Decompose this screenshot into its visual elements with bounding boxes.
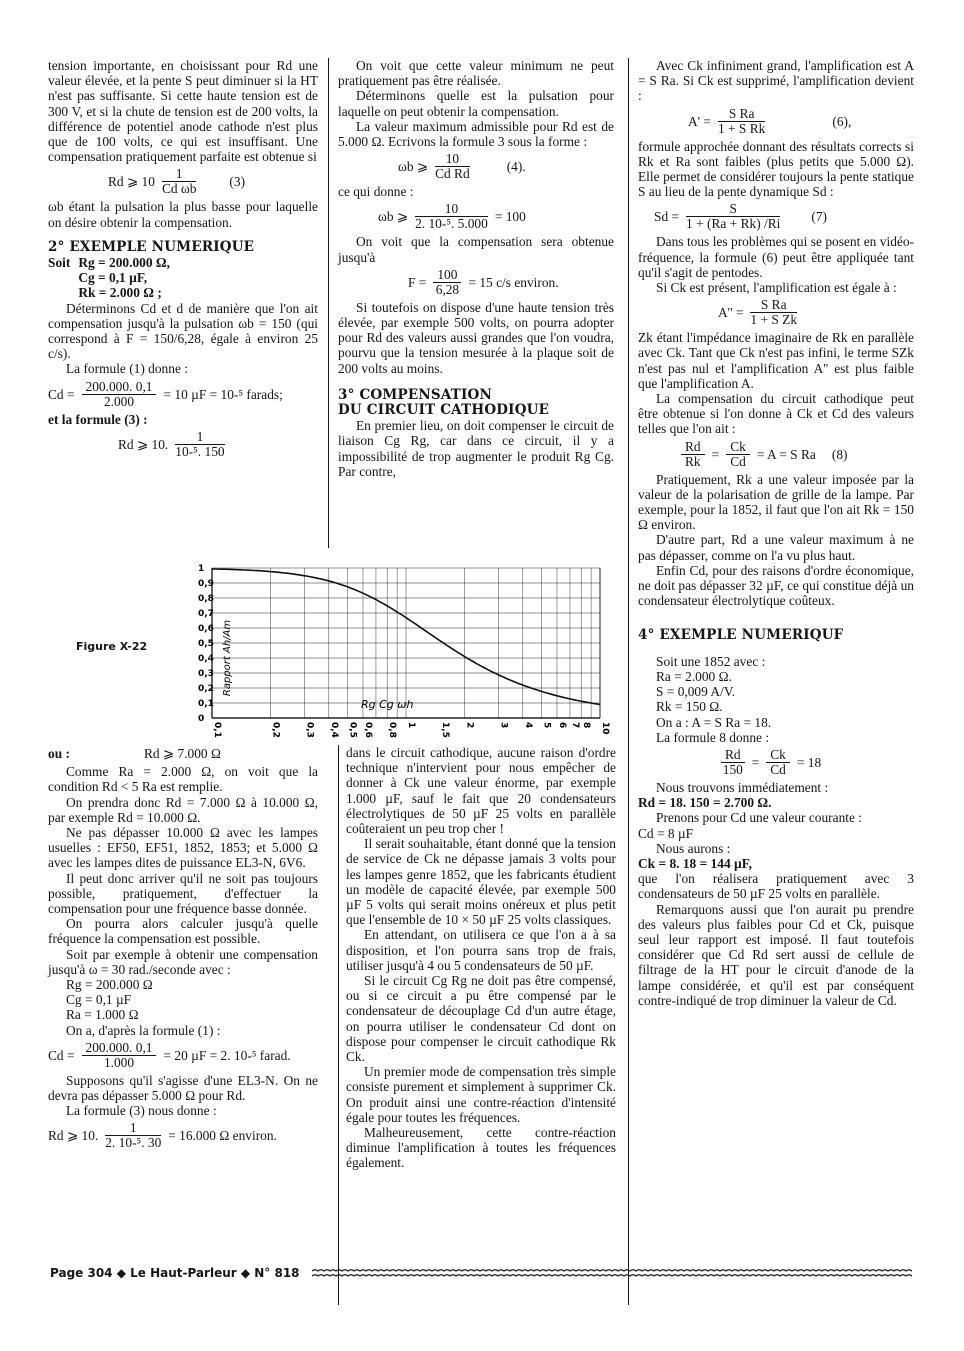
y-tick-label: 0,5 — [198, 639, 214, 649]
numerator: 200.000. 0,1 — [82, 1041, 157, 1056]
paragraph: Un premier mode de compensation très simple consiste purement et simplement à supprimer Ck. On produit ainsi une contre-réaction d'intensité égale pour toutes les fréquences. — [346, 1064, 616, 1125]
value-cg: Cg = 0,1 µF, — [78, 270, 148, 286]
formula-rhs: = A = S Ra — [756, 446, 816, 462]
paragraph: Remarquons aussi que l'on aurait pu prendre des valeurs plus faibles pour Cd et Ck, puisque seul leur rapport est imposé. Il faut toutefois considérer que Cd Rd sert aussi de cellule de filtrage de la HT pour le circuit d'anode de la lampe considérée, et qu'il est par conséquent contre-indiqué de trop diminuer la valeur de Cd. — [638, 901, 914, 1008]
paragraph: Enfin Cd, pour des raisons d'ordre économique, ne doit pas dépasser 32 µF, ce qui constitue déjà un condensateur électrolytique coûteux. — [638, 562, 914, 609]
formula-lhs: A'' = — [718, 305, 744, 321]
denominator: Cd Rd — [435, 166, 470, 182]
denominator: 1.000 — [103, 1054, 135, 1070]
column-divider — [328, 58, 329, 548]
fraction — [721, 748, 745, 777]
value-ra: Ra = 2.000 Ω. — [656, 668, 732, 684]
formula-tag: (6), — [832, 113, 852, 129]
formula-cd — [48, 1041, 318, 1070]
paragraph: Soit par exemple à obtenir une compensation jusqu'à ω = 30 rad./seconde avec : — [48, 946, 318, 977]
value-ra: Ra = 1.000 Ω — [66, 1007, 139, 1023]
denominator: 6,28 — [435, 281, 460, 297]
paragraph: Prenons pour Cd une valeur courante : — [656, 810, 863, 826]
fraction — [415, 202, 488, 231]
formula-tag: (4). — [506, 159, 526, 175]
fraction — [82, 380, 157, 409]
denominator: 2. 10-⁵. 5.000 — [415, 216, 488, 232]
formula-tag: (8) — [831, 446, 848, 462]
figure-graph — [196, 560, 616, 745]
denominator: 1 + S Rk — [717, 120, 766, 136]
paragraph: Si toutefois on dispose d'une haute tension très élevée, par exemple 500 volts, on pourra adopter pour Rd des valeurs aussi grandes que l'on voudra, pourvu que la tension mesurée à la plaque soit de 200 volts au moins. — [338, 299, 614, 376]
numerator: Ck — [726, 440, 750, 455]
formula-rhs: = 100 — [494, 209, 526, 225]
denominator: 2. 10-⁵. 30 — [105, 1135, 162, 1151]
formula-2 — [118, 430, 318, 459]
fraction — [718, 107, 765, 136]
paragraph: Il peut donc arriver qu'il ne soit pas toujours possible, pratiquement, d'effectuer la compensation pour une fréquence basse donnée. — [48, 870, 318, 917]
column-divider — [338, 745, 339, 1305]
formula-lhs: ωb ⩾ — [398, 159, 429, 175]
paragraph: Déterminons quelle est la pulsation pour laquelle on peut obtenir la compensation. — [338, 88, 614, 119]
result-ck: Ck = 8. 18 = 144 µF, — [638, 855, 752, 871]
paragraph: En premier lieu, on doit compenser le circuit de liaison Cg Rg, car dans ce circuit, il y a impossibilité de trop augmenter le produit Rg Cg. Par contre, — [338, 418, 614, 479]
y-tick-label: 0 — [198, 714, 205, 724]
y-axis-label: Rapport Ah/Am — [222, 619, 233, 697]
paragraph: tension importante, en choisissant pour Rd une valeur élevée, et la pente S peut diminuer si la HT n'est pas suffisante. Si cette haute tension est de 300 V, et si la chute de tension est de 200 volts, la différence de potentiel anode cathode n'est plus que de 100 volts, ce qui est insuffisant. Une compensation pratiquement parfaite est obtenue si — [48, 58, 318, 165]
section-heading: DU CIRCUIT CATHODIQUE — [338, 402, 550, 419]
numerator: S Ra — [750, 298, 797, 313]
paragraph: On a, d'après la formule (1) : — [66, 1022, 221, 1038]
fraction — [105, 1121, 161, 1150]
formula-8-applied — [718, 748, 914, 777]
formula-lhs: Rd ⩾ 10 — [108, 174, 155, 190]
paragraph: Malheureusement, cette contre-réaction diminue l'amplification à toutes les fréquences également. — [346, 1125, 616, 1171]
formula-6 — [688, 107, 914, 136]
paragraph: D'autre part, Rd a une valeur maximum à ne pas dépasser, comme on l'a vu plus haut. — [638, 532, 914, 563]
x-tick-label: 3 — [498, 722, 509, 729]
paragraph: Ne pas dépasser 10.000 Ω avec les lampes usuelles : EF50, EF51, 1852, 1853; et 5.000 Ω avec les lampes dites de puissance EL3-N, 6V6. — [48, 825, 318, 871]
y-tick-label: 0,9 — [198, 579, 214, 589]
section-heading: 3° COMPENSATION — [338, 386, 493, 403]
formula-lhs: Cd = — [48, 386, 75, 402]
formula-1 — [48, 380, 318, 409]
y-tick-label: 0,1 — [198, 699, 214, 709]
paragraph: On voit que la compensation sera obtenue jusqu'à — [338, 234, 614, 265]
formula-8 — [678, 440, 914, 469]
numerator: 10 — [415, 202, 488, 217]
value-rg: Rg = 200.000 Ω, — [78, 255, 170, 271]
result-rd: Rd = 18. 150 = 2.700 Ω. — [638, 795, 772, 811]
formula-lhs: F = — [408, 274, 427, 290]
column-1-top — [48, 58, 318, 462]
paragraph: dans le circuit cathodique, aucune raison d'ordre technique n'intervient pour nous empêcher de donner à Ck une valeur énorme, par exemple 1.000 µF, sauf le fait que 20 condensateurs électrolytiques de 50 µF 25 volts en parallèle coûteraient un peu trop cher ! — [346, 745, 616, 837]
formula-rhs: = 16.000 Ω environ. — [168, 1128, 277, 1144]
formula-7 — [654, 202, 914, 231]
y-tick-label: 0,3 — [198, 669, 214, 679]
given-values — [656, 669, 914, 745]
numerator: 100 — [433, 268, 461, 283]
formula-a2 — [718, 298, 914, 327]
fraction — [766, 748, 790, 777]
x-tick-label: 0,8 — [387, 722, 398, 738]
fraction — [686, 202, 780, 231]
denominator: Cd — [770, 761, 786, 777]
denominator: 1 + S Zk — [750, 312, 798, 328]
paragraph: En attendant, on utilisera ce que l'on a à sa disposition, et l'on pourra sans trop de frais, utiliser jusqu'à 4 ou 5 condensateurs de 50 µF. — [346, 927, 616, 973]
fraction — [750, 298, 797, 327]
paragraph: La formule (3) nous donne : — [66, 1103, 217, 1119]
paragraph: Avec Ck infiniment grand, l'amplification est A = S Ra. Si Ck est supprimé, l'amplification devient : — [638, 58, 914, 104]
value-cd: Cd = 8 µF — [638, 825, 694, 841]
formula-lhs: A' = — [688, 113, 711, 129]
x-tick-label: 1,5 — [440, 722, 451, 738]
formula-4 — [398, 152, 614, 181]
paragraph: Si Ck est présent, l'amplification est égale à : — [656, 280, 897, 296]
x-tick-label: 6 — [556, 722, 567, 729]
paragraph: que l'on réalisera pratiquement avec 3 condensateurs de 50 µF 25 volts en parallèle. — [638, 871, 914, 902]
section-heading: 2° EXEMPLE NUMERIQUE — [48, 238, 255, 255]
value-s: S = 0,009 A/V. — [656, 684, 736, 700]
x-axis-label: Rg Cg ωh — [361, 698, 414, 711]
y-tick-label: 0,7 — [198, 609, 214, 619]
x-tick-label: 5 — [541, 722, 552, 729]
formula-lhs: Rd ⩾ 10. — [48, 1128, 99, 1144]
y-tick-label: 1 — [198, 564, 205, 574]
page-footer: Page 304 ◆ Le Haut-Parleur ◆ N° 818 — [50, 1266, 300, 1280]
fraction — [82, 1041, 157, 1070]
y-tick-label: 0,8 — [198, 594, 214, 604]
paragraph: On voit que cette valeur minimum ne peut pratiquement pas être réalisée. — [338, 58, 614, 89]
fraction — [162, 167, 196, 196]
x-tick-label: 0,3 — [304, 722, 315, 738]
formula-tag: (7) — [811, 209, 828, 225]
label-soit: Soit — [48, 255, 71, 271]
x-tick-label: 7 — [569, 722, 580, 729]
x-tick-label: 1 — [406, 722, 416, 729]
numerator: S Ra — [718, 107, 765, 122]
paragraph: Pratiquement, Rk a une valeur imposée par la valeur de la polarisation de grille de la lampe. Par exemple, pour la 1852, il faut que l'on ait Rk = 150 Ω environ. — [638, 471, 914, 533]
text-formula-8: La formule 8 donne : — [656, 729, 770, 745]
column-3 — [638, 58, 914, 1008]
formula-lhs: Rd ⩾ 10. — [118, 436, 169, 452]
denominator: Rk — [685, 453, 701, 469]
value-rg: Rg = 200.000 Ω — [66, 977, 153, 993]
formula-rhs: = 10 µF = 10-⁵ farads; — [163, 386, 283, 402]
x-tick-label: 0,6 — [362, 722, 373, 738]
paragraph: La formule (1) donne : — [66, 361, 188, 377]
formula-rhs: = 15 c/s environ. — [468, 274, 559, 290]
denominator: 1 + (Ra + Rk) /Ri — [686, 216, 781, 232]
value-rk: Rk = 2.000 Ω ; — [78, 285, 162, 301]
paragraph: ωb étant la pulsation la plus basse pour laquelle on désire obtenir la compensation. — [48, 199, 318, 230]
fraction — [726, 440, 750, 469]
given-values — [48, 255, 318, 301]
paragraph: La compensation du circuit cathodique peut être obtenue si l'on donne à Ck et Cd des valeurs telles que l'on ait : — [638, 391, 914, 437]
paragraph: ce qui donne : — [338, 184, 414, 200]
column-2-bottom — [346, 745, 616, 1171]
paragraph: Comme Ra = 2.000 Ω, on voit que la condition Rd < 5 Ra est remplie. — [48, 764, 318, 795]
x-tick-label: 2 — [464, 722, 475, 729]
paragraph: formule approchée donnant des résultats corrects si Rk et Ra sont faibles (plus petits que 5.000 Ω). Elle permet de considérer toujours la pente statique S au lieu de la pente dynamique Sd : — [638, 138, 914, 200]
y-tick-label: 0,2 — [198, 684, 214, 694]
paragraph: Soit une 1852 avec : — [656, 653, 766, 669]
numerator: 10 — [435, 152, 470, 167]
formula-rhs: = 20 µF = 2. 10-⁵ farad. — [163, 1047, 291, 1063]
x-tick-label: 0,4 — [328, 722, 339, 738]
column-2-top — [338, 58, 614, 479]
y-tick-label: 0,6 — [198, 624, 214, 634]
fraction — [433, 268, 461, 297]
given-values — [66, 977, 318, 1023]
denominator: 2.000 — [103, 393, 135, 409]
fraction — [175, 430, 224, 459]
x-tick-label: 4 — [522, 722, 533, 729]
formula-rhs: Rd ⩾ 7.000 Ω — [143, 746, 221, 761]
section-heading: 4° EXEMPLE NUMERIQUF — [638, 627, 844, 644]
fraction — [435, 152, 470, 181]
formula-rd-result — [48, 1121, 318, 1150]
column-1-bottom — [48, 743, 318, 1153]
x-tick-label: 0,1 — [212, 722, 222, 738]
denominator: 150 — [722, 761, 743, 777]
formula-lhs: ωb ⩾ — [378, 209, 409, 225]
paragraph: et la formule (3) : — [48, 411, 148, 427]
x-tick-label: 0,5 — [347, 722, 358, 738]
decorative-wave-rule — [312, 1266, 912, 1280]
formula-rd — [48, 746, 318, 761]
numerator: Rd — [721, 748, 745, 763]
fraction — [681, 440, 705, 469]
value-rk: Rk = 150 Ω. — [656, 699, 723, 715]
paragraph: Déterminons Cd et d de manière que l'on ait compensation jusqu'à la pulsation ωb = 150 (qui correspond à F = 150/6,28, égale à environ 25 c/s). — [48, 300, 318, 362]
formula-rhs: = 18 — [796, 754, 822, 770]
figure-label: Figure X-22 — [76, 640, 148, 653]
paragraph: Si le circuit Cg Rg ne doit pas être compensé, ou si ce circuit a pu être compensé par le condensateur de découplage Cd d'un autre étage, on pourra utiliser le condensateur Cd dont on dispose pour compenser le circuit cathodique Rk Ck. — [346, 973, 616, 1065]
numerator: Ck — [766, 748, 790, 763]
denominator: Cd — [730, 453, 746, 469]
column-divider — [628, 58, 629, 1305]
paragraph: Dans tous les problèmes qui se posent en vidéo-fréquence, la formule (6) peut être appliquée tant qu'il s'agit de pentodes. — [638, 234, 914, 280]
x-tick-label: 0,2 — [270, 722, 281, 738]
formula-f — [408, 268, 614, 297]
value-cg: Cg = 0,1 µF — [66, 992, 132, 1008]
equals: = — [711, 446, 720, 462]
paragraph: Nous aurons : — [656, 840, 731, 856]
paragraph: On pourra alors calculer jusqu'à quelle fréquence la compensation est possible. — [48, 916, 318, 947]
value-a: On a : A = S Ra = 18. — [656, 714, 772, 730]
x-tick-label: 8 — [581, 722, 592, 729]
numerator: 1 — [175, 430, 224, 445]
formula-5 — [378, 202, 614, 231]
paragraph: Nous trouvons immédiatement : — [656, 779, 829, 795]
numerator: S — [686, 202, 780, 217]
formula-lhs: Cd = — [48, 1047, 75, 1063]
formula-lhs: Sd = — [654, 209, 680, 225]
denominator: 10-⁵. 150 — [175, 443, 225, 459]
label-ou: ou : — [48, 746, 70, 761]
numerator: 1 — [162, 167, 196, 182]
paragraph: On prendra donc Rd = 7.000 Ω à 10.000 Ω, par exemple Rd = 10.000 Ω. — [48, 794, 318, 825]
numerator: 1 — [105, 1121, 161, 1136]
x-tick-label: 10 — [600, 722, 610, 735]
numerator: Rd — [681, 440, 705, 455]
denominator: Cd ωb — [161, 181, 197, 197]
numerator: 200.000. 0,1 — [82, 380, 157, 395]
paragraph: Il serait souhaitable, étant donné que la tension de service de Ck ne dépasse jamais 3 volts pour les lampes genre 1852, que les fabricants étudient un modèle de capacité élevée, par exemple 500 µF 5 volts qui serait moins onéreux et plus petit que l'ensemble de 10 × 50 µF 25 volts classiques. — [346, 836, 616, 928]
paragraph: Supposons qu'il s'agisse d'une EL3-N. On ne devra pas dépasser 5.000 Ω pour Rd. — [48, 1072, 318, 1104]
formula-tag: (3) — [229, 174, 246, 190]
paragraph: Zk étant l'impédance imaginaire de Rk en parallèle avec Ck. Tant que Ck n'est pas infini, le terme SZk n'est pas nul et l'amplification A'' est plus faible que l'amplification A. — [638, 330, 914, 391]
y-tick-label: 0,4 — [198, 654, 214, 664]
formula-3 — [108, 167, 318, 196]
paragraph: La valeur maximum admissible pour Rd est de 5.000 Ω. Ecrivons la formule 3 sous la forme : — [338, 118, 614, 150]
equals: = — [751, 754, 760, 770]
